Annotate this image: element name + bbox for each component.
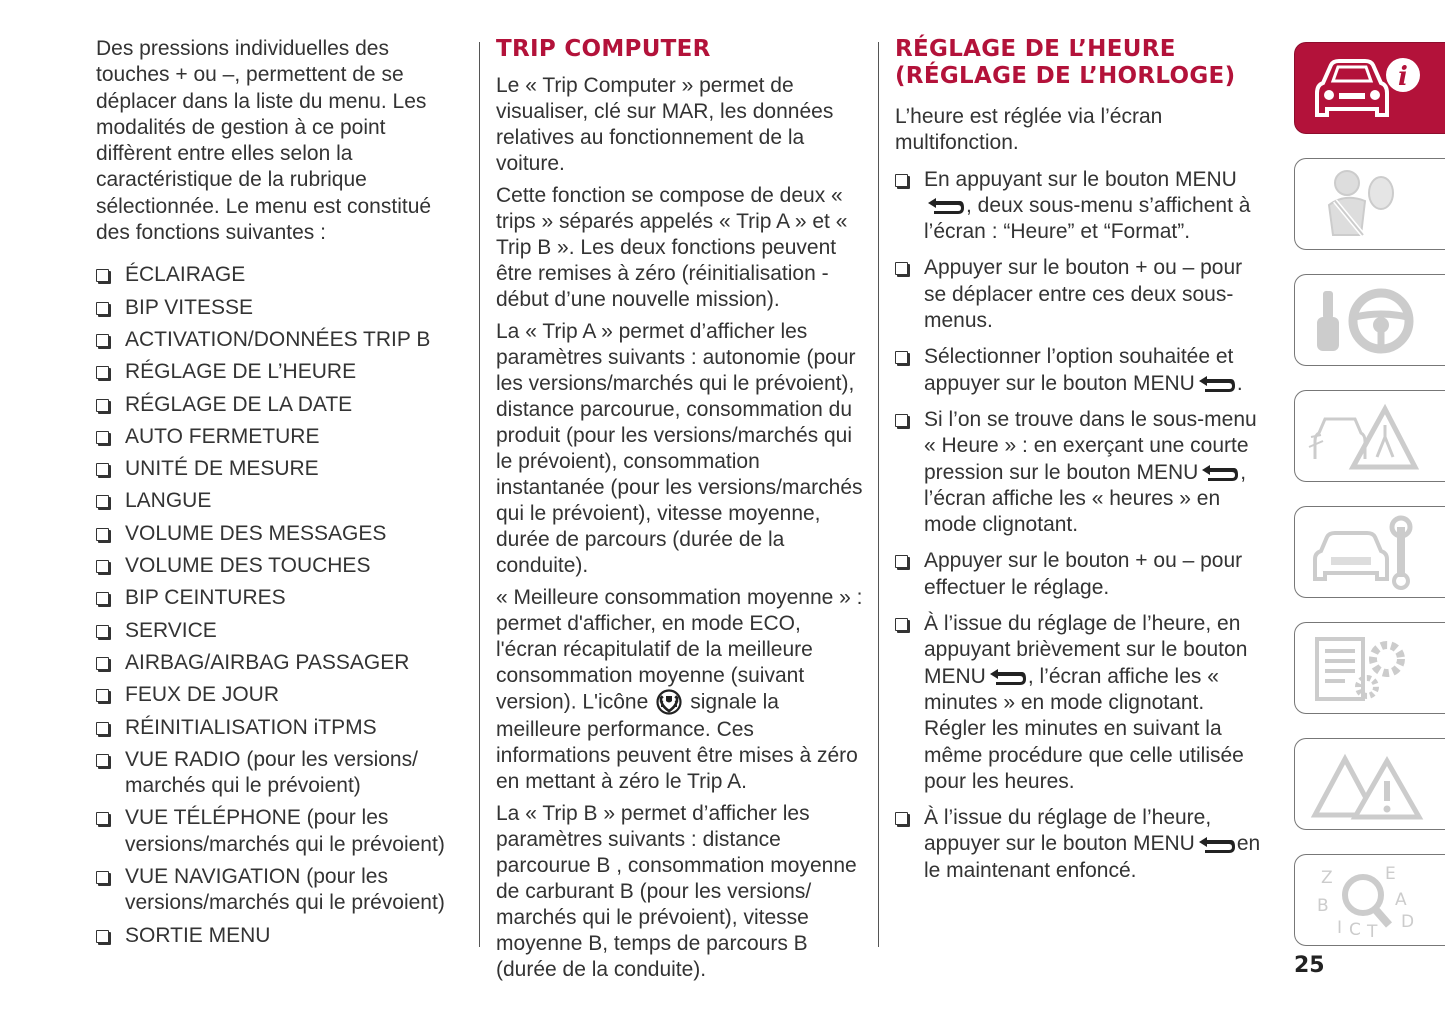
checkbox-bullet-icon xyxy=(895,174,908,187)
page-number: 25 xyxy=(1294,953,1325,978)
list-item: LANGUE xyxy=(96,488,451,514)
alphabetical-index-icon xyxy=(1305,861,1435,941)
paragraph: Cette fonction se compose de deux « trips » séparés appelés « Trip A » et « Trip B ». Les deux fonctions peuvent être remises à zéro (réinitialisation - début d’une nouvelle mission). xyxy=(496,184,848,311)
menu-return-button-icon xyxy=(988,668,1026,686)
clock-steps-list xyxy=(895,167,1263,884)
checkbox-bullet-icon xyxy=(96,495,109,508)
tab-safety[interactable] xyxy=(1294,158,1445,250)
section-title-trip-computer: TRIP COMPUTER xyxy=(496,36,711,62)
paragraph: L’heure est réglée via l’écran multifonction. xyxy=(895,105,1163,155)
list-item: Si l’on se trouve dans le sous-menu « Heure » : en exerçant une courte pression sur le bouton MENU , l’écran affiche les « heures » en mode clignotant. xyxy=(895,407,1263,538)
list-item: VOLUME DES TOUCHES xyxy=(96,553,451,579)
svg-text:T: T xyxy=(1367,922,1378,941)
svg-text:A: A xyxy=(1395,890,1407,910)
svg-text:Z: Z xyxy=(1321,868,1333,888)
list-item: RÉINITIALISATION iTPMS xyxy=(96,715,451,741)
list-item: VUE TÉLÉPHONE (pour les versions/marchés qui le prévoient) xyxy=(96,805,451,858)
car-accident-warning-icon xyxy=(1305,397,1435,477)
menu-return-button-icon xyxy=(1197,375,1235,393)
menu-function-list xyxy=(96,262,451,949)
menu-return-button-icon xyxy=(1200,464,1238,482)
menu-return-button-icon xyxy=(926,197,964,215)
checkbox-bullet-icon xyxy=(96,657,109,670)
checkbox-bullet-icon xyxy=(96,399,109,412)
paragraph-best-consumption: « Meilleure consommation moyenne » : permet d'afficher, en mode ECO, l'écran récapitulatif de la meilleure consommation moyenne (suivant version). L'icône signale la meilleure performance. Ces informations peuvent être mises à zéro en mettant à zéro le Trip A. xyxy=(496,586,863,793)
column-left xyxy=(96,36,451,955)
checkbox-bullet-icon xyxy=(96,366,109,379)
key-steering-wheel-icon xyxy=(1305,281,1435,361)
list-item: En appuyant sur le bouton MENU , deux sous-menu s’affichent à l’écran : “Heure” et “Format”. xyxy=(895,167,1263,246)
list-item: UNITÉ DE MESURE xyxy=(96,456,451,482)
tab-maintenance[interactable] xyxy=(1294,506,1445,598)
checkbox-bullet-icon xyxy=(96,930,109,943)
paragraph: Le « Trip Computer » permet de visualiser, clé sur MAR, les données relatives au fonctionnement de la voiture. xyxy=(496,74,834,175)
checkbox-bullet-icon xyxy=(895,262,908,275)
checkbox-bullet-icon xyxy=(96,269,109,282)
checkbox-bullet-icon xyxy=(895,555,908,568)
list-item: FEUX DE JOUR xyxy=(96,682,451,708)
checkbox-bullet-icon xyxy=(895,414,908,427)
checkbox-bullet-icon xyxy=(895,812,908,825)
section-title-clock-setting: RÉGLAGE DE L’HEURE (RÉGLAGE DE L’HORLOGE) xyxy=(895,36,1236,89)
list-item: SORTIE MENU xyxy=(96,923,451,949)
seatbelt-airbag-icon xyxy=(1305,165,1435,245)
svg-text:E: E xyxy=(1385,864,1396,884)
tab-warnings[interactable] xyxy=(1294,738,1445,830)
tab-starting-driving[interactable] xyxy=(1294,274,1445,366)
checkbox-bullet-icon xyxy=(96,625,109,638)
checkbox-bullet-icon xyxy=(96,302,109,315)
checkbox-bullet-icon xyxy=(96,812,109,825)
list-item: AUTO FERMETURE xyxy=(96,424,451,450)
list-item: VUE NAVIGATION (pour les versions/marchés qui le prévoient) xyxy=(96,864,451,917)
list-item: SERVICE xyxy=(96,618,451,644)
list-item: RÉGLAGE DE LA DATE xyxy=(96,392,451,418)
svg-text:D: D xyxy=(1401,912,1415,932)
list-item: ACTIVATION/DONNÉES TRIP B xyxy=(96,327,451,353)
tab-index[interactable] xyxy=(1294,854,1445,946)
tab-emergency[interactable] xyxy=(1294,390,1445,482)
checkbox-bullet-icon xyxy=(895,351,908,364)
tab-knowing-your-car[interactable] xyxy=(1294,42,1445,134)
double-warning-triangle-icon xyxy=(1305,745,1435,825)
column-right xyxy=(895,36,1263,894)
checkbox-bullet-icon xyxy=(96,528,109,541)
list-item: ÉCLAIRAGE xyxy=(96,262,451,288)
svg-text:C: C xyxy=(1349,920,1361,940)
list-item: RÉGLAGE DE L’HEURE xyxy=(96,359,451,385)
svg-text:I: I xyxy=(1337,918,1343,938)
list-item: AIRBAG/AIRBAG PASSAGER xyxy=(96,650,451,676)
list-item: VUE RADIO (pour les versions/ marchés qui le prévoient) xyxy=(96,747,451,800)
checkbox-bullet-icon xyxy=(96,689,109,702)
column-divider xyxy=(479,42,480,947)
svg-text:i: i xyxy=(1398,62,1408,92)
tab-technical-data[interactable] xyxy=(1294,622,1445,714)
checkbox-bullet-icon xyxy=(96,754,109,767)
menu-return-button-icon xyxy=(1197,836,1235,854)
list-item: BIP CEINTURES xyxy=(96,585,451,611)
column-middle xyxy=(496,36,864,989)
list-item: BIP VITESSE xyxy=(96,295,451,321)
car-info-icon xyxy=(1305,49,1435,129)
svg-text:B: B xyxy=(1317,896,1329,916)
checkbox-bullet-icon xyxy=(96,871,109,884)
column-divider xyxy=(878,42,879,947)
checkbox-bullet-icon xyxy=(895,618,908,631)
list-item: Appuyer sur le bouton + ou – pour effectuer le réglage. xyxy=(895,548,1263,601)
list-item: VOLUME DES MESSAGES xyxy=(96,521,451,547)
checkbox-bullet-icon xyxy=(96,463,109,476)
paragraph: La « Trip B » permet d’afficher les paramètres suivants : distance parcourue B , consommation moyenne de carburant B (pour les versions/ marchés qui le prévoient), vitesse moyenne B, temps de parcours B (durée de la conduite). xyxy=(496,802,857,981)
list-item: Sélectionner l’option souhaitée et appuyer sur le bouton MENU . xyxy=(895,344,1263,397)
laurel-trophy-icon xyxy=(652,689,686,717)
checkbox-bullet-icon xyxy=(96,334,109,347)
checkbox-bullet-icon xyxy=(96,592,109,605)
checkbox-bullet-icon xyxy=(96,722,109,735)
intro-paragraph: Des pressions individuelles des touches + ou –, permettent de se déplacer dans la liste du menu. Les modalités de gestion à ce point diffèrent entre elles selon la caractéristique de la rubrique sélectionnée. Le menu est constitué des fonctions suivantes : xyxy=(96,37,432,245)
list-item: À l’issue du réglage de l’heure, en appuyant brièvement sur le bouton MENU , l’écran affiche les « minutes » en mode clignotant. Régler les minutes en suivant la même procédure que celle utilisée pour les heures. xyxy=(895,611,1263,795)
paragraph: La « Trip A » permet d’afficher les paramètres suivants : autonomie (pour les versions/marchés qui le prévoient), distance parcourue, consommation du produit (pour les versions/marchés qui le prévoient), consommation instantanée (pour les versions/marchés qui le prévoient), vitesse moyenne, durée de parcours (durée de la conduite). xyxy=(496,320,863,577)
chapter-tabs xyxy=(1294,42,1445,970)
car-wrench-icon xyxy=(1305,513,1435,593)
list-item: À l’issue du réglage de l’heure, appuyer sur le bouton MENU en le maintenant enfoncé. xyxy=(895,805,1263,884)
checkbox-bullet-icon xyxy=(96,431,109,444)
specs-gear-icon xyxy=(1305,629,1435,709)
checkbox-bullet-icon xyxy=(96,560,109,573)
list-item: Appuyer sur le bouton + ou – pour se déplacer entre ces deux sous-menus. xyxy=(895,255,1263,334)
